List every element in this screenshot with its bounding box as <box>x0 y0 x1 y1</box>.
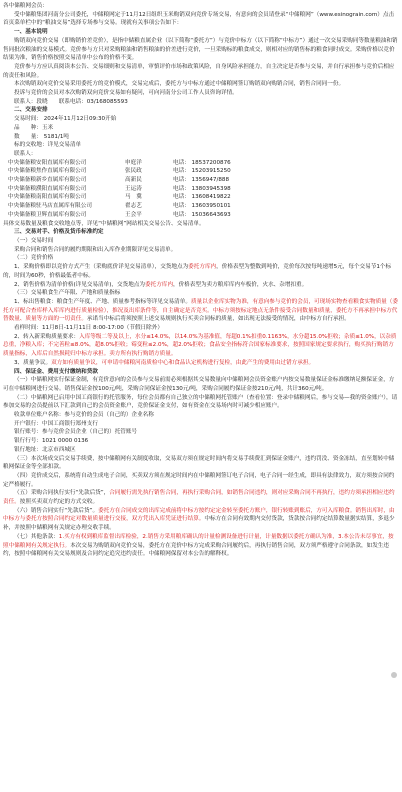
subsection-3-3: （三）交易粮食生产年限、产地和质量指标 <box>14 290 121 297</box>
subsection-4-5 <box>3 489 399 506</box>
section-1-title: 一、基本说明 <box>14 29 48 36</box>
highlight-text: 1.买方有权到粮库监督出库检验，2.销售方采用粮库确认的计量检测设备进行计量，计量数据以委托方确认为准，3.本公告未尽事宜，按照中储粮网有关规定执行。 <box>3 533 394 549</box>
contact-tel: 电话： 15036643693 <box>173 211 231 218</box>
detail-line: 具体交易数量及粮食交收地点等，详见“中储粮网”网站相关交易公告、交易清单。 <box>3 220 205 227</box>
subsection-3-2-body-2 <box>3 281 399 290</box>
contact-name: 王运涛 <box>125 185 142 192</box>
payment-line: 收款单位账户名称：参与竞价的会员（自己的）企业名称 <box>14 412 154 419</box>
contact-tel: 电话： 13803945398 <box>173 185 231 192</box>
highlight-text: 委托方库内 <box>145 281 173 288</box>
section-2-title: 二、交易安排 <box>14 107 48 114</box>
viewing-time: 看样时间：11月8日-11月11日 8:00-17:00（节假日除外） <box>14 325 163 332</box>
text: ，价格表型为卖方粮库库内车板价，火水、杂增扣重。 <box>172 281 308 288</box>
subsection-4-3: （三）本次场成交后交易手续费，按中储粮网有关制度收取，交易双方须在规定时间内将交易手续费汇到保证金账户，违约罚没、资金冻结，直至划转中储粮网保证金等全部扣款。 <box>3 455 395 471</box>
contact-name: 申庭洋 <box>125 159 142 166</box>
contact-org: 中央储备粮焦作直属库有限公司 <box>8 168 87 175</box>
section-1-paragraph-1: 购销双向竞价交易（即购销价差竞价），是指中储粮直属企业（以下简称“委托方”）与竞价中标方（以下简称“中标方”）通过一次交易采购同等数量粮油和销售同批次粮油的交易模式。竞价参与方只对采购粮油和销售粮油的价差进行竞价，一旦采购标的粮食成交，则相对应的销售标的粮食同时成交。采购价格以竞价结果为准，销售价格按照交易清单中公布的价格不变。 <box>3 37 398 62</box>
highlight-text: 入库等级二等及以上，水分≤14.0%，以14.0%为基准值，每超0.1%扣重0.1163%，水分超15.0%拒收；杂质≤1.0%，以杂质总重，净粮入库；不完善粒≤8.0%，超8.0%拒收；霉变粒≤2.0%，超2.0%拒收；食品安全指标符合国家标准要求，按照国家规定要求执行，购买执行购销方质量指标，入库后自然损耗归中标方承担。卖方所有执行购销方质量。 <box>3 333 397 358</box>
subsection-3-1-body: 采购合同和销售合同的履约期限和出入库作业期限详见交易清单。 <box>14 246 177 253</box>
text: 2、销售价格为清单价格(详见交易清单)，交货地点为 <box>14 281 145 288</box>
contact-line: 联系人：段晓 联系电话：03/168085593 <box>14 98 128 105</box>
contact-org: 中央储备粮南阳直属库有限公司 <box>8 194 87 201</box>
text: 3、质量争议。 <box>14 359 52 366</box>
contact-org: 中央储备粮驻马店直属库有限公司 <box>8 203 92 210</box>
contact-name: 张民政 <box>125 168 142 175</box>
contact-tel: 电话： 18537200876 <box>173 159 231 166</box>
highlight-text: 委托方在合同成交的出库完成前将中标方按约定定金转至委托方账户，银行转账到账后，方可入库粮食。销售出库时，由中标方与委托方按照合同约定对数量质量进行交接，双方凭出入库凭证进行结算。 <box>3 507 395 523</box>
highlight-text: 质量以企业库实物为准，有意向参与竞价的会员，可现场实物查看粮食实物质量（委托方可配合查库样入库库内进行质量检验），推况及出库条件等，自主确定是否竞买。中标方须按标定地点无条件接受合同数量和质量，委托方不再承担中标方代替数量、质量等方面的一切责任。 <box>3 298 398 323</box>
section-3-title: 三、交易对手、价格及货币标准约定 <box>14 229 104 236</box>
subsection-3-3-p1 <box>3 298 399 324</box>
text: 2、转入新采购质量要求： <box>14 333 80 340</box>
highlight-text: 双方如有质量争议，可申请中储粮河南质检中心和食品认定机构进行复检，由此产生的费用由过错方承担。 <box>51 359 315 366</box>
highlight-text: 委托方库内 <box>188 264 217 271</box>
subsection-3-2: （二）竞价价格 <box>14 255 54 262</box>
section-4-title: 四、保证金、费用支付缴纳和贷款 <box>14 368 98 375</box>
text: 本次交易为购销双向竞价交易，委托方在竞价中标方完成采购合同履约后，再执行销售合同，双方须严格遵守合同条款，如发生违约，按照中储粮网有关交易规则及合同约定追究违约责任。中储粮网保留对本公告的解释权。 <box>3 542 389 558</box>
quantity: 数 量： 5181/1吨 <box>14 133 70 140</box>
text: （五）采购合同执行实行“先款后货”， <box>14 490 110 497</box>
contact-name: 翟志艺 <box>125 203 142 210</box>
subsection-3-1: （一）交易时间 <box>14 237 54 244</box>
text: ，价格表型为整数到吨价，竞价每次按每吨递增5元，每个交易节1个标的，时间为60秒，价格最低者中标。 <box>3 264 392 279</box>
scroll-dot-icon <box>391 672 397 678</box>
text: 按照买卖双方约定的方式交收。 <box>19 499 99 506</box>
text: 1、采购价格即以竞价方式产生（采购底价详见交易清单），交货地点为 <box>14 264 189 271</box>
text: 承诺当中标后将须按照上述交易规则执行买卖合同标的质量，如出现无法接受的情况，由中标方自行承担。 <box>86 316 350 323</box>
subsection-3-2-body <box>3 263 399 280</box>
subsection-4-4: （四）竞价成交后，系统将自动生成电子合同，买卖双方须在规定时间内在中储粮网签订电子合同，电子合同一经生成，即具有法律效力，双方须按合同约定严格履行。 <box>3 472 395 488</box>
contacts-label: 联系人： <box>14 150 37 157</box>
subsection-4-7 <box>3 533 399 559</box>
contact-org: 中央储备粮新乡直属库有限公司 <box>8 177 87 184</box>
subsection-4-1: （一）中储粮网实行保证金制，有竞价意向的会员参与交易前需必须根据其交易数量向中储粮网会员资金账户内按交易数量保证金标准缴纳足额保证金，方可在中储粮网进行交易。销售保证金按100元/吨，采购合同保证金按130元/吨，采购合同履约保证金按210元/吨，共计360元/吨。 <box>3 377 395 392</box>
contact-org: 中央储备粮濮阳直属库有限公司 <box>8 185 87 192</box>
subsection-4-2: （二）中储粮网已启用中国工商银行的托管服务，每位会员都有自己独立的中储粮网托管账户（查看位置：登录中储粮网后，参与交易—我的资金账户），请参加交易的会员提前以下汇款到自己的会员资金账户，竞价保证金支付，如有资金在交易场内时可减少相应账户。 <box>3 394 398 410</box>
section-1-paragraph-3: 本次购销双向竞价交易采用委托方的竞价模式，交易完成后，委托方与中标方通过中储粮网签订购销双向购销合同，销售合同同一份。 <box>14 81 345 88</box>
variety: 品 种：玉米 <box>14 124 54 131</box>
payment-line: 银行行号：1021 0000 0136 <box>14 438 89 445</box>
greeting: 各中储粮网会员： <box>3 3 48 9</box>
trade-time: 交易时间： 2024年11月12日09:30开始 <box>14 116 117 123</box>
text: 1、标出售粮食：粮食生产年度、产地、质量参考指标等详见交易清单。 <box>14 298 191 305</box>
text: （六）销售合同实行“先款后货”。 <box>14 507 99 514</box>
payment-line: 开户银行：中国工商银行郑州支行 <box>14 420 98 427</box>
contact-org: 中央储备粮安阳直属库有限公司 <box>8 159 87 166</box>
highlight-text: 合同履行需先执行销售合同，再执行采购合同，如销售合同违约，则对应采购合同不再执行，违约方须承担相应违约责任。 <box>3 490 395 506</box>
text: 中标方在合同有效期内交付货款，货款按合同约定结算数量据实结算，多退少补，并按照中储粮网有关规定办理交收手续。 <box>3 516 395 532</box>
contact-tel: 电话： 13603950101 <box>173 203 231 210</box>
subsection-4-6 <box>3 507 399 533</box>
subsection-3-3-p3 <box>3 359 399 368</box>
contact-tel: 电话： 13608419822 <box>173 194 231 201</box>
contact-name: 王会平 <box>125 211 142 218</box>
subsection-3-3-p2 <box>3 333 399 359</box>
delivery-scope: 标的交收地：详见交易清单 <box>14 142 82 149</box>
text: （七）其他条款： <box>14 533 59 540</box>
section-1-paragraph-4: 投诉与竞价的会员对本次购销双向竞价交易如有疑问，可向河南分公司工作人员咨询详情。 <box>14 90 238 97</box>
contact-org: 中央储备粮卫辉直属库有限公司 <box>8 211 87 218</box>
payment-line: 银行账号：参与竞价会员企业（自己的）托管账号 <box>14 429 138 436</box>
contact-name: 高新民 <box>125 177 142 184</box>
contact-tel: 电话： 1356947/888 <box>173 177 230 184</box>
section-1-paragraph-2: 竞价参与方应认真阅读本公告、交易细则和交易清单，审慎评价市场和政策风险，自身风险承担能力，自主决定是否参与交易，并自行承担参与竞价后相应的责任和风险。 <box>3 63 395 79</box>
contact-name: 马 冀 <box>125 194 142 201</box>
payment-line: 银行地址：北京市西城区 <box>14 446 76 453</box>
contacts-table <box>3 159 399 220</box>
intro-paragraph: 受中储粮集团河南分公司委托，中储粮网定于11月12日组织玉米购销双向竞价专场交易，有意向的会员请登录“中储粮网”（www.esinograin.com）点击首页菜单栏中的“粮油交易”选择专场参与交易。现就有关事项公告如下： <box>3 11 395 27</box>
contact-tel: 电话： 15203915250 <box>173 168 231 175</box>
